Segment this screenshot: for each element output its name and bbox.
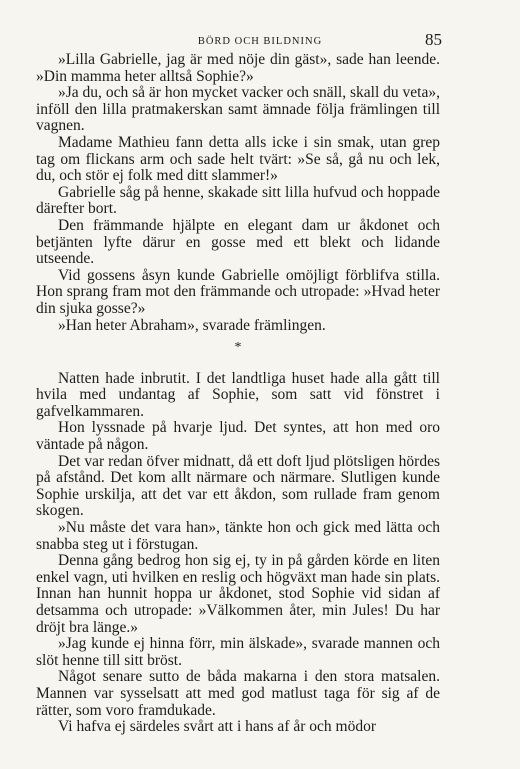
paragraph: »Jag kunde ej hinna förr, min älskade», svarade mannen och slöt henne till sitt bröst. bbox=[36, 635, 440, 669]
running-head: BÖRD OCH BILDNING bbox=[197, 36, 323, 47]
section-break-asterisk: * bbox=[234, 340, 242, 356]
paragraph: »Lilla Gabrielle, jag är med nöje din gäst», sade han leende. »Din mamma heter alltså Sophie?» bbox=[36, 51, 440, 85]
paragraph: Något senare sutto de båda makarna i den stora matsalen. Mannen var sysselsatt att med god matlust taga för sig af de rätter, som voro framdukade. bbox=[36, 668, 440, 719]
paragraph: »Ja du, och så är hon mycket vacker och snäll, skall du veta», inföll den lilla pratmakerskan samt ämnade följa främlingen till vagnen. bbox=[36, 84, 440, 135]
paragraph: Gabrielle såg på henne, skakade sitt lilla hufvud och hoppade därefter bort. bbox=[36, 183, 440, 218]
paragraph: Det var redan öfver midnatt, då ett doft ljud plötsligen hördes på afstånd. Det kom allt närmare och närmare. Slutligen kunde Sophie urskilja, att det var ett åkdon, som rullade fram genom skogen. bbox=[36, 452, 440, 520]
paragraph: Den främmande hjälpte en elegant dam ur åkdonet och betjänten lyfte därur en gosse med ett blekt och lidande utseende. bbox=[36, 216, 440, 268]
body-text bbox=[36, 52, 440, 736]
page-number: 85 bbox=[425, 30, 442, 49]
paragraph: Hon lyssnade på hvarje ljud. Det syntes, att hon med oro väntade på någon. bbox=[36, 419, 440, 454]
paragraph: Vi hafva ej särdeles svårt att i hans af år och mödor bbox=[58, 718, 376, 736]
paragraph: »Nu måste det vara han», tänkte hon och gick med lätta och snabba steg ut i förstugan. bbox=[36, 519, 440, 553]
paragraph: »Han heter Abraham», svarade främlingen. bbox=[58, 316, 326, 334]
paragraph: Natten hade inbrutit. I det landtliga huset hade alla gått till hvila med undantag af Sophie, som satt vid fönstret i gafvelkammaren. bbox=[36, 369, 440, 420]
paragraph: Madame Mathieu fann detta alls icke i sin smak, utan grep tag om flickans arm och sade helt tvärt: »Se så, gå nu och lek, du, och stör ej folk med ditt slammer!» bbox=[36, 133, 440, 185]
paragraph: Vid gossens åsyn kunde Gabrielle omöjligt förblifva stilla. Hon sprang fram mot den främmande och utropade: »Hvad heter din sjuka gosse?» bbox=[36, 266, 440, 317]
paragraph: Denna gång bedrog hon sig ej, ty in på gården körde en liten enkel vagn, uti hvilken en reslig och högväxt man hade sin plats. Innan han hunnit hoppa ur åkdonet, stod Sophie vid sidan af detsamma och utropade: »Välkommen åter, min Jules! Du har dröjt bra länge.» bbox=[36, 552, 440, 636]
page-header bbox=[0, 30, 520, 50]
